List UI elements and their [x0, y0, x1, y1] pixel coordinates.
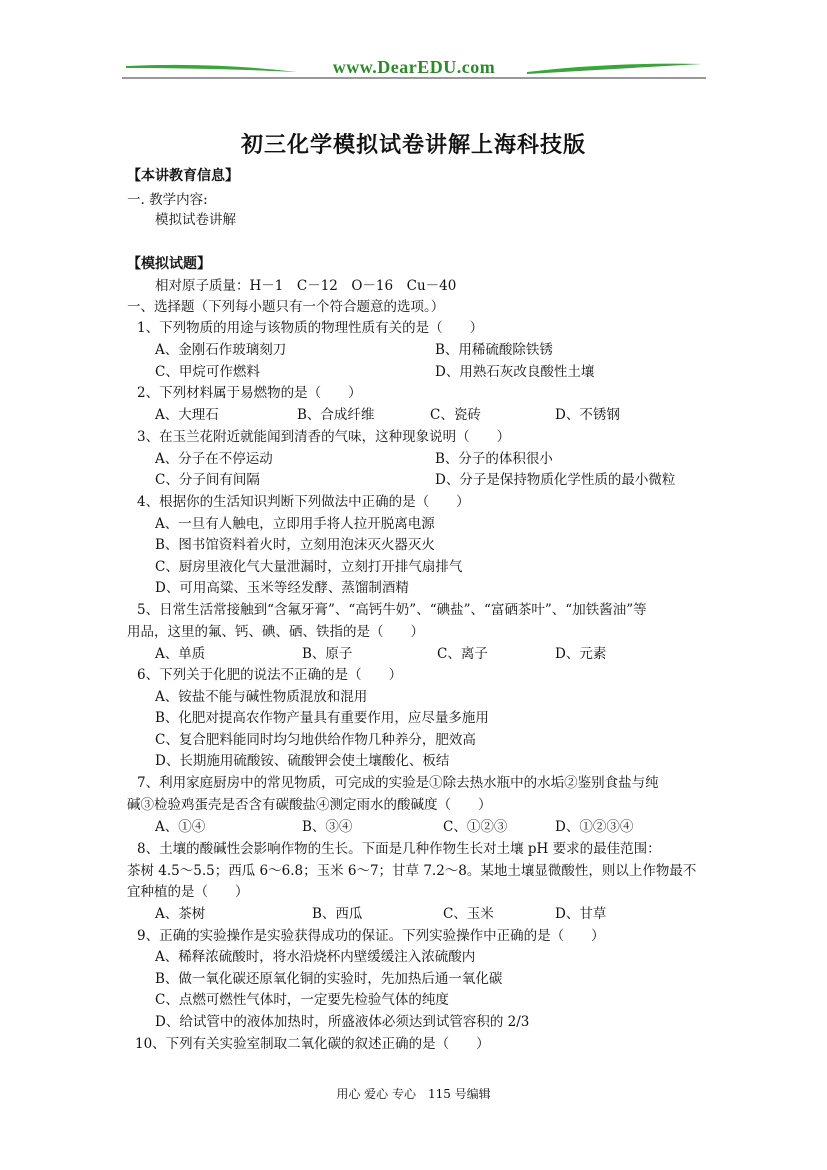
option: B、分子的体积很小: [435, 451, 553, 467]
option: B、合成纤维: [297, 407, 375, 423]
option: C、①②③: [443, 819, 508, 835]
question: 8、土壤的酸碱性会影响作物的生长。下面是几种作物生长对土壤 pH 要求的最佳范围：: [137, 841, 661, 857]
question: 4、根据你的生活知识判断下列做法中正确的是（ ）: [137, 494, 470, 510]
option: A、单质: [155, 646, 206, 662]
page-title: 初三化学模拟试卷讲解上海科技版: [240, 132, 586, 158]
option: C、分子间有间隔: [155, 472, 260, 488]
option: A、铵盐不能与碱性物质混放和混用: [155, 689, 368, 705]
option: B、③④: [302, 819, 353, 835]
option: B、做一氧化碳还原氧化铜的实验时，先加热后通一氧化碳: [155, 971, 503, 987]
option: A、大理石: [155, 407, 219, 423]
option: A、①④: [155, 819, 206, 835]
option: C、复合肥料能同时均匀地供给作物几种养分，肥效高: [155, 732, 476, 748]
option: A、分子在不停运动: [155, 451, 273, 467]
question-continued: 茶树 4.5～5.5；西瓜 6～6.8；玉米 6～7；甘草 7.2～8。某地土壤显微酸性，则以上作物最不: [127, 863, 697, 879]
question: 2、下列材料属于易燃物的是（ ）: [137, 385, 362, 401]
option: C、点燃可燃性气体时，一定要先检验气体的纯度: [155, 992, 449, 1008]
question-continued: 宜种植的是（ ）: [127, 884, 249, 900]
option: B、原子: [302, 646, 353, 662]
option: B、西瓜: [312, 906, 363, 922]
option: B、用稀硫酸除铁锈: [435, 342, 553, 358]
option: C、甲烷可作燃料: [155, 364, 260, 380]
site-logo[interactable]: www.DearEDU.com: [332, 57, 496, 77]
option: A、稀释浓硫酸时，将水沿烧杯内壁缓缓注入浓硫酸内: [155, 949, 476, 965]
question: 3、在玉兰花附近就能闻到清香的气味，这种现象说明（ ）: [137, 429, 511, 445]
option: A、金刚石作玻璃刻刀: [155, 342, 287, 358]
question: 9、正确的实验操作是实验获得成功的保证。下列实验操作中正确的是（ ）: [137, 928, 605, 944]
question: 6、下列关于化肥的说法不正确的是（ ）: [137, 667, 403, 683]
option: C、玉米: [443, 906, 494, 922]
option: D、①②③④: [555, 819, 634, 835]
option: D、分子是保持物质化学性质的最小微粒: [435, 472, 676, 488]
option: C、厨房里液化气大量泄漏时，立刻打开排气扇排气: [155, 559, 463, 575]
question: 10、下列有关实验室制取二氧化碳的叙述正确的是（ ）: [135, 1036, 490, 1052]
page-footer: 用心 爱心 专心 115 号编辑: [336, 1087, 491, 1101]
option: B、图书馆资料着火时，立刻用泡沫灭火器灭火: [155, 537, 435, 553]
option: D、可用高粱、玉米等经发酵、蒸馏制酒精: [155, 580, 409, 596]
question: 1、下列物质的用途与该物质的物理性质有关的是（ ）: [137, 320, 484, 336]
option: D、给试管中的液体加热时，所盛液体必须达到试管容积的 2/3: [155, 1014, 530, 1030]
option: D、不锈钢: [555, 407, 620, 423]
info-item: 一. 教学内容:: [127, 192, 208, 208]
site-header: [122, 52, 706, 82]
option: B、化肥对提高农作物产量具有重要作用，应尽量多施用: [155, 710, 489, 726]
section-heading: 一、选择题（下列每小题只有一个符合题意的选项。）: [127, 299, 445, 315]
option: D、甘草: [555, 906, 607, 922]
option: D、元素: [555, 646, 607, 662]
option: A、茶树: [155, 906, 206, 922]
question: 7、利用家庭厨房中的常见物质，可完成的实验是①除去热水瓶中的水垢②鉴别食盐与纯: [137, 775, 659, 791]
question-continued: 用品，这里的氟、钙、碘、硒、铁指的是（ ）: [127, 624, 424, 640]
info-heading: 【本讲教育信息】: [127, 168, 239, 184]
question-continued: 碱③检验鸡蛋壳是否含有碳酸盐④测定雨水的酸碱度（ ）: [127, 797, 492, 813]
option: D、长期施用硫酸铵、硫酸钾会使土壤酸化、板结: [155, 753, 450, 769]
option: C、离子: [437, 646, 488, 662]
option: D、用熟石灰改良酸性土壤: [435, 364, 595, 380]
option: C、瓷砖: [430, 407, 481, 423]
atomic-mass-line: 相对原子质量：H－1 C－12 O－16 Cu－40: [155, 278, 457, 294]
info-item-detail: 模拟试卷讲解: [155, 212, 236, 228]
exam-heading: 【模拟试题】: [127, 256, 211, 272]
option: A、一旦有人触电，立即用手将人拉开脱离电源: [155, 516, 435, 532]
question: 5、日常生活常接触到“含氟牙膏”、“高钙牛奶”、“碘盐”、“富硒茶叶”、“加铁酱油”等: [137, 602, 647, 618]
